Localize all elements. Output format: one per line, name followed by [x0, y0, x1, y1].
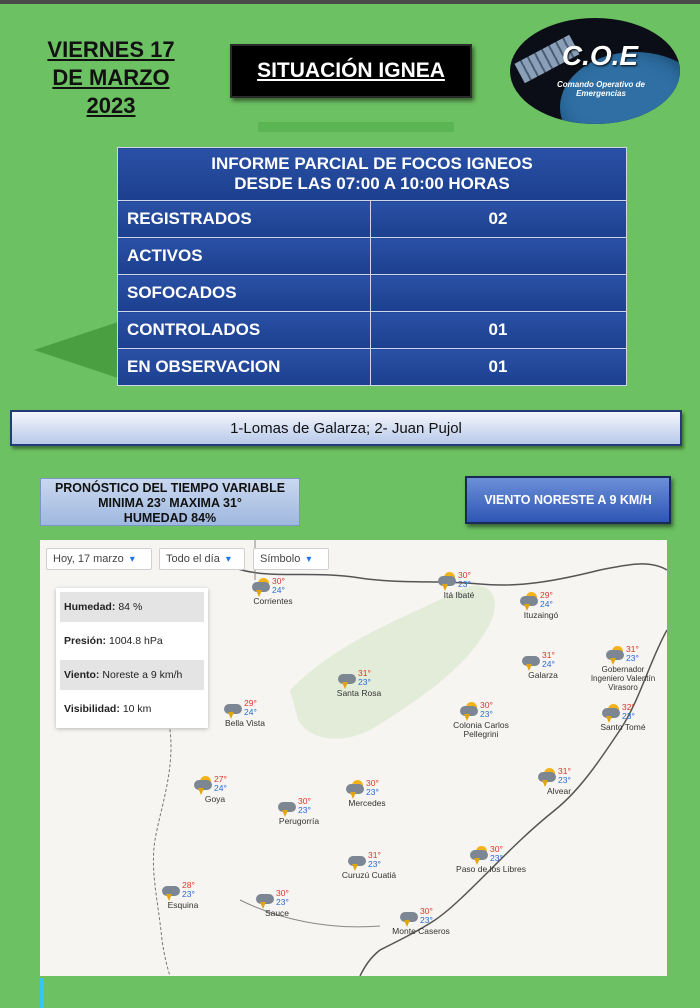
max-temp: 30° — [458, 570, 471, 580]
max-temp: 30° — [490, 844, 503, 854]
max-temp: 29° — [244, 698, 257, 708]
row-label: SOFOCADOS — [118, 275, 371, 312]
pressure-row — [60, 626, 204, 656]
partly-cloudy-storm-icon — [398, 908, 420, 924]
logo-acronym: C.O.E — [561, 40, 639, 71]
min-temp: 24° — [272, 585, 285, 595]
row-value — [371, 238, 627, 275]
city-marker[interactable] — [518, 590, 588, 630]
max-temp: 29° — [540, 590, 553, 600]
partly-cloudy-storm-icon — [436, 572, 458, 588]
places-text: 1-Lomas de Galarza; 2- Juan Pujol — [230, 419, 462, 437]
table-row — [118, 312, 627, 349]
forecast-box — [40, 478, 300, 526]
max-temp: 31° — [626, 644, 639, 654]
max-temp: 31° — [358, 668, 371, 678]
max-temp: 28° — [182, 880, 195, 890]
fire-report-table — [117, 147, 627, 386]
forecast-line-3: HUMEDAD 84% — [123, 511, 217, 525]
date-line-2: DE MARZO — [52, 65, 170, 90]
min-temp: 23° — [558, 775, 571, 785]
max-temp: 30° — [420, 906, 433, 916]
wind-text: VIENTO NORESTE A 9 KM/H — [484, 493, 652, 507]
max-temp: 32° — [622, 702, 635, 712]
decorative-bar — [258, 122, 454, 132]
row-value: 02 — [371, 201, 627, 238]
min-temp: 23° — [622, 711, 635, 721]
table-row — [118, 349, 627, 386]
period-dropdown-value: Todo el día — [166, 553, 220, 565]
min-temp: 23° — [276, 897, 289, 907]
city-marker[interactable] — [160, 880, 230, 920]
min-temp: 23° — [182, 889, 195, 899]
min-temp: 24° — [214, 783, 227, 793]
partly-cloudy-storm-icon — [336, 670, 358, 686]
mode-dropdown[interactable] — [253, 548, 329, 570]
city-marker[interactable] — [254, 888, 324, 928]
wind-row — [60, 660, 204, 690]
date-line-1: VIERNES 17 — [47, 37, 175, 62]
city-marker[interactable] — [456, 844, 538, 884]
table-row — [118, 238, 627, 275]
max-temp: 30° — [298, 796, 311, 806]
city-marker[interactable] — [392, 906, 468, 946]
table-row — [118, 275, 627, 312]
city-name: Curuzú Cuatiá — [341, 870, 397, 880]
max-temp: 30° — [480, 700, 493, 710]
max-temp: 31° — [558, 766, 571, 776]
min-temp: 23° — [366, 787, 379, 797]
chevron-down-icon: ▾ — [225, 553, 231, 565]
city-marker[interactable] — [192, 774, 262, 814]
min-temp: 23° — [480, 709, 493, 719]
row-value — [371, 275, 627, 312]
partly-cloudy-storm-icon — [192, 776, 214, 792]
table-header-row — [118, 148, 627, 201]
city-marker[interactable] — [600, 702, 667, 742]
partly-cloudy-storm-icon — [520, 652, 542, 668]
city-name: Itá Ibaté — [443, 590, 475, 600]
max-temp: 30° — [272, 576, 285, 586]
partly-cloudy-storm-icon — [276, 798, 298, 814]
partly-cloudy-storm-icon — [222, 700, 244, 716]
city-name: Ituzaingó — [523, 610, 559, 620]
row-label: EN OBSERVACION — [118, 349, 371, 386]
chevron-down-icon: ▾ — [129, 553, 135, 565]
city-name: Esquina — [167, 900, 199, 910]
humidity-label: Humedad: — [64, 601, 116, 613]
mode-dropdown-value: Símbolo — [260, 553, 301, 565]
min-temp: 23° — [358, 677, 371, 687]
partly-cloudy-storm-icon — [160, 882, 182, 898]
partly-cloudy-storm-icon — [458, 702, 480, 718]
min-temp: 23° — [420, 915, 433, 925]
pressure-value: 1004.8 hPa — [109, 635, 163, 647]
conditions-panel — [56, 588, 208, 728]
partly-cloudy-storm-icon — [600, 704, 622, 720]
pressure-label: Presión: — [64, 635, 107, 647]
city-name: Paso de los Libres — [456, 864, 526, 874]
table-header-line-1: INFORME PARCIAL DE FOCOS IGNEOS — [211, 154, 533, 173]
min-temp: 23° — [490, 853, 503, 863]
min-temp: 23° — [298, 805, 311, 815]
day-dropdown[interactable] — [46, 548, 152, 570]
city-marker[interactable] — [341, 850, 416, 890]
partly-cloudy-storm-icon — [254, 890, 276, 906]
humidity-value: 84 % — [118, 601, 143, 613]
max-temp: 27° — [214, 774, 227, 784]
city-name: Galarza — [528, 670, 558, 680]
city-name: Santo Tomé — [600, 722, 646, 732]
max-temp: 31° — [542, 650, 555, 660]
table-header — [118, 148, 627, 201]
wind-value: Noreste a 9 km/h — [102, 669, 183, 681]
max-temp: 31° — [368, 850, 381, 860]
row-label: ACTIVOS — [118, 238, 371, 275]
city-name: Santa Rosa — [336, 688, 382, 698]
city-marker[interactable] — [222, 698, 292, 738]
partly-cloudy-storm-icon — [604, 646, 626, 662]
decorative-line — [40, 978, 44, 1008]
wind-box — [465, 476, 671, 524]
situation-title-box — [230, 44, 472, 98]
decorative-shadow — [34, 322, 118, 378]
top-border — [0, 0, 700, 4]
places-banner — [10, 410, 682, 446]
visibility-label: Visibilidad: — [64, 703, 120, 715]
visibility-row — [60, 694, 204, 724]
chevron-down-icon: ▾ — [306, 553, 312, 565]
partly-cloudy-storm-icon — [250, 578, 272, 594]
city-name: Monte Caseros — [392, 926, 450, 936]
city-marker[interactable] — [250, 576, 320, 616]
partly-cloudy-storm-icon — [536, 768, 558, 784]
city-marker[interactable] — [436, 570, 506, 610]
forecast-line-1: PRONÓSTICO DEL TIEMPO VARIABLE — [54, 481, 286, 495]
date-heading — [38, 36, 184, 120]
partly-cloudy-storm-icon — [346, 852, 368, 868]
min-temp: 24° — [542, 659, 555, 669]
wind-label: Viento: — [64, 669, 100, 681]
partly-cloudy-storm-icon — [344, 780, 366, 796]
max-temp: 30° — [276, 888, 289, 898]
city-marker[interactable] — [590, 644, 667, 692]
partly-cloudy-storm-icon — [518, 592, 540, 608]
table-header-line-2: DESDE LAS 07:00 A 10:00 HORAS — [234, 174, 510, 193]
row-value: 01 — [371, 312, 627, 349]
partly-cloudy-storm-icon — [468, 846, 490, 862]
period-dropdown[interactable] — [159, 548, 245, 570]
max-temp: 30° — [366, 778, 379, 788]
city-marker[interactable] — [276, 796, 346, 836]
city-name: Corrientes — [253, 596, 293, 606]
visibility-value: 10 km — [122, 703, 152, 715]
forecast-line-2: MINIMA 23° MAXIMA 31° — [98, 496, 242, 510]
min-temp: 24° — [244, 707, 257, 717]
min-temp: 24° — [540, 599, 553, 609]
city-name: Bella Vista — [224, 718, 265, 728]
city-name: Alvear — [546, 786, 572, 796]
city-name: Perugorría — [278, 816, 320, 826]
row-label: REGISTRADOS — [118, 201, 371, 238]
coe-logo — [510, 18, 680, 124]
city-marker[interactable] — [336, 668, 406, 708]
city-name: Colonia Carlos Pellegrini — [453, 720, 509, 739]
row-value: 01 — [371, 349, 627, 386]
city-marker[interactable] — [453, 700, 528, 740]
city-name: Goya — [204, 794, 226, 804]
min-temp: 23° — [368, 859, 381, 869]
city-marker[interactable] — [520, 650, 590, 690]
table-row — [118, 201, 627, 238]
city-name: Gobernador Ingeniero Valentín Virasoro — [590, 665, 656, 692]
city-name: Mercedes — [348, 798, 386, 808]
situation-title: SITUACIÓN IGNEA — [257, 59, 445, 82]
weather-map[interactable] — [40, 540, 667, 976]
city-marker[interactable] — [536, 766, 606, 806]
min-temp: 23° — [458, 579, 471, 589]
date-line-3: 2023 — [86, 93, 136, 118]
logo-subtitle: Comando Operativo de Emergencias — [556, 80, 645, 98]
row-label: CONTROLADOS — [118, 312, 371, 349]
city-name: Sauce — [264, 908, 290, 918]
min-temp: 23° — [626, 653, 639, 663]
day-dropdown-value: Hoy, 17 marzo — [53, 553, 124, 565]
humidity-row — [60, 592, 204, 622]
city-marker[interactable] — [344, 778, 414, 818]
